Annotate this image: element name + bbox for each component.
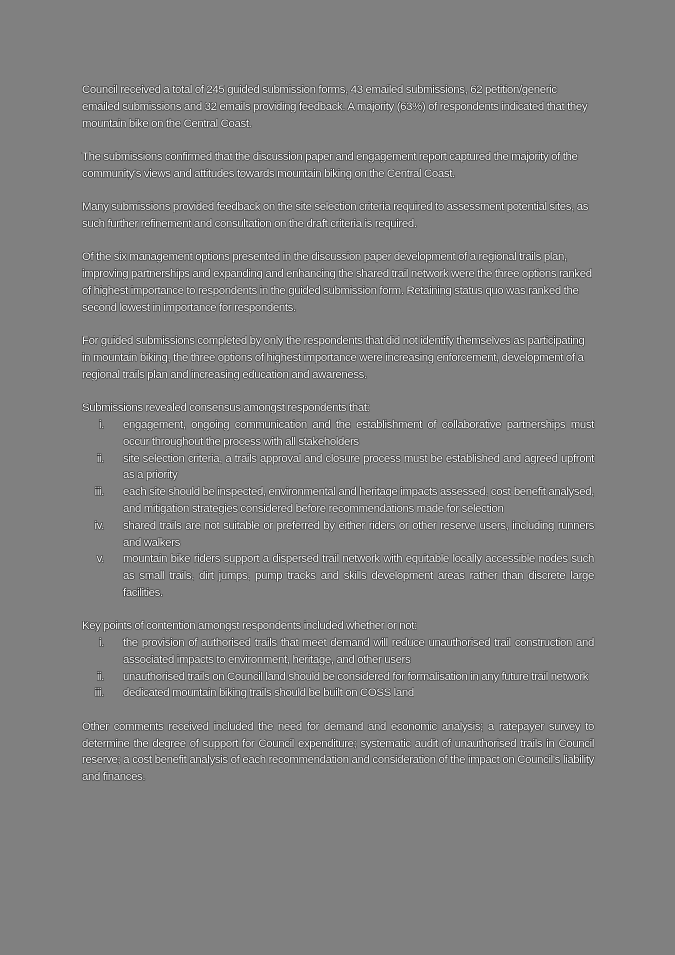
- paragraph-submission-totals: Council received a total of 245 guided submission forms, 43 emailed submissions, 62 petition/generic emailed submissions and 32 emails providing feedback. A majority (63%) of respondents indicated that they mountain bike on the Central Coast.: [82, 84, 588, 130]
- list-item: [82, 685, 594, 702]
- list-number: v.: [96, 553, 104, 566]
- list-item: [82, 635, 594, 669]
- list-item: [82, 451, 594, 485]
- list-item-text: each site should be inspected, environmental and heritage impacts assessed, cost-benefit analysed, and mitigation strategies considered before recommendations made for selection: [123, 486, 594, 515]
- list-item-text: site selection criteria, a trails approval and closure process must be established and agreed upfront as a priority: [123, 452, 594, 482]
- list-item: [82, 417, 594, 451]
- paragraph-submissions-confirmed: The submissions confirmed that the discussion paper and engagement report captured the majority of the community's views and attitudes towards mountain biking on the Central Coast.: [82, 150, 578, 180]
- list-item-text: mountain bike riders support a dispersed trail network with equitable locally accessible nodes such as small trails, dirt jumps, pump tracks and skills development areas rather than discrete large facilities.: [123, 553, 594, 599]
- list-item-text: shared trails are not suitable or preferred by either riders or other reserve users, including runners and walkers: [123, 519, 594, 549]
- list-number: i.: [99, 418, 104, 431]
- consensus-intro: Submissions revealed consensus amongst respondents that:: [82, 402, 370, 415]
- paragraph-non-riders-options: For guided submissions completed by only the respondents that did not identify themselves as participating in mountain biking, the three options of highest importance were increasing enforcement, development of a regional trails plan and increasing education and awareness.: [82, 335, 585, 381]
- list-item: [82, 484, 594, 518]
- list-item: [82, 669, 594, 686]
- contention-intro: Key points of contention amongst respondents included whether or not:: [82, 620, 417, 633]
- contention-list: [82, 635, 594, 702]
- list-number: ii.: [96, 670, 104, 683]
- paragraph-management-options: Of the six management options presented in the discussion paper development of a regional trails plan, improving partnerships and expanding and enhancing the shared trail network were the three options ranked of highest importance to respondents in the guided submission form. Retaining status quo was ranked the second lowest in importance for respondents.: [82, 251, 592, 314]
- list-item-text: unauthorised trails on Council land should be considered for formalisation in any future trail network: [123, 670, 589, 683]
- list-item-text: the provision of authorised trails that meet demand will reduce unauthorised trail construction and associated impacts to environment, heritage, and other users: [123, 637, 594, 666]
- list-item-text: dedicated mountain biking trails should be built on COSS land: [123, 687, 414, 700]
- list-number: iv.: [94, 519, 104, 532]
- paragraph-other-comments: Other comments received included the need for demand and economic analysis; a ratepayer survey to determine the degree of support for Council expenditure; systematic audit of unauthorised trails in Council reserve; a cost benefit analysis of each recommendation and consideration of the impact on Council's liability and finances.: [82, 720, 594, 784]
- list-number: iii.: [94, 486, 104, 499]
- list-number: ii.: [96, 452, 104, 465]
- list-number: iii.: [94, 687, 104, 700]
- document-page: [82, 82, 594, 803]
- paragraph-site-selection-feedback: Many submissions provided feedback on the site selection criteria required to assessment potential sites, as such further refinement and consultation on the draft criteria is required.: [82, 201, 589, 230]
- list-number: i.: [99, 637, 104, 650]
- list-item: [82, 518, 594, 552]
- list-item: [82, 551, 594, 601]
- consensus-list: [82, 417, 594, 602]
- list-item-text: engagement, ongoing communication and the establishment of collaborative partnerships must occur throughout the process with all stakeholders: [123, 418, 594, 448]
